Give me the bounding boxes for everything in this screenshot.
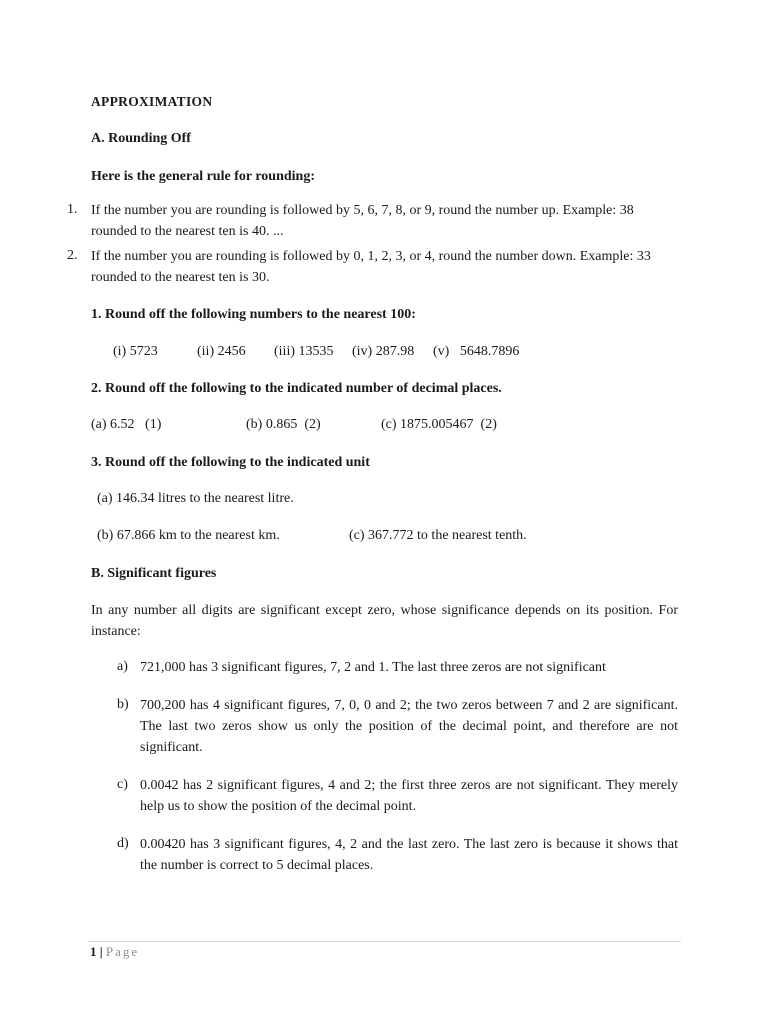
section-a-heading: A. Rounding Off (91, 131, 191, 146)
list-item: (a) 6.52 (1) (91, 417, 162, 432)
list-item: (iv) 287.98 (352, 344, 415, 359)
list-item-text: 700,200 has 4 significant figures, 7, 0, 0 and 2; the two zeros between 7 and 2 are significant. The last two zeros show us only the position of the decimal point, and therefore are not significant. (140, 698, 678, 755)
list-item-text: If the number you are rounding is followed by 0, 1, 2, 3, or 4, round the number down. Example: 33 rounded to the nearest ten is 30. (91, 249, 651, 285)
list-item-text: 0.00420 has 3 significant figures, 4, 2 and the last zero. The last zero is because it shows that the number is correct to 5 decimal places. (140, 837, 678, 873)
list-item-text: 0.0042 has 2 significant figures, 4 and 2; the first three zeros are not significant. They merely help us to show the position of the decimal point. (140, 778, 678, 814)
list-item: (i) 5723 (113, 344, 158, 359)
list-item-label: d) (117, 836, 129, 851)
question-1-heading: 1. Round off the following numbers to the nearest 100: (91, 307, 416, 322)
list-item-label: b) (117, 697, 129, 712)
list-item-number: 1. (67, 202, 78, 217)
page-title: APPROXIMATION (91, 94, 213, 109)
section-b-intro: In any number all digits are significant except zero, whose significance depends on its position. For instance: (91, 603, 678, 639)
page-label: Page (105, 944, 140, 959)
list-item: (iii) 13535 (274, 344, 334, 359)
rounding-rule-intro: Here is the general rule for rounding: (91, 169, 315, 184)
list-item: (c) 1875.005467 (2) (381, 417, 497, 432)
list-item-number: 2. (67, 248, 78, 263)
list-item-text: If the number you are rounding is followed by 5, 6, 7, 8, or 9, round the number up. Example: 38 rounded to the nearest ten is 40. ... (91, 203, 634, 239)
page-footer (90, 942, 139, 962)
list-item-text: 721,000 has 3 significant figures, 7, 2 and 1. The last three zeros are not significant (140, 660, 606, 675)
list-item: (b) 0.865 (2) (246, 417, 321, 432)
list-item-label: a) (117, 659, 128, 674)
list-item: (v) 5648.7896 (433, 344, 520, 359)
footer-separator: | (99, 944, 103, 959)
footer-divider (88, 941, 681, 942)
section-b-heading: B. Significant figures (91, 566, 217, 581)
list-item: (ii) 2456 (197, 344, 246, 359)
list-item: (b) 67.866 km to the nearest km. (97, 528, 280, 543)
list-item-label: c) (117, 777, 128, 792)
list-item: (a) 146.34 litres to the nearest litre. (97, 491, 294, 506)
question-3-heading: 3. Round off the following to the indicated unit (91, 455, 370, 470)
question-2-heading: 2. Round off the following to the indicated number of decimal places. (91, 381, 502, 396)
page-number: 1 (90, 944, 97, 959)
list-item: (c) 367.772 to the nearest tenth. (349, 528, 527, 543)
